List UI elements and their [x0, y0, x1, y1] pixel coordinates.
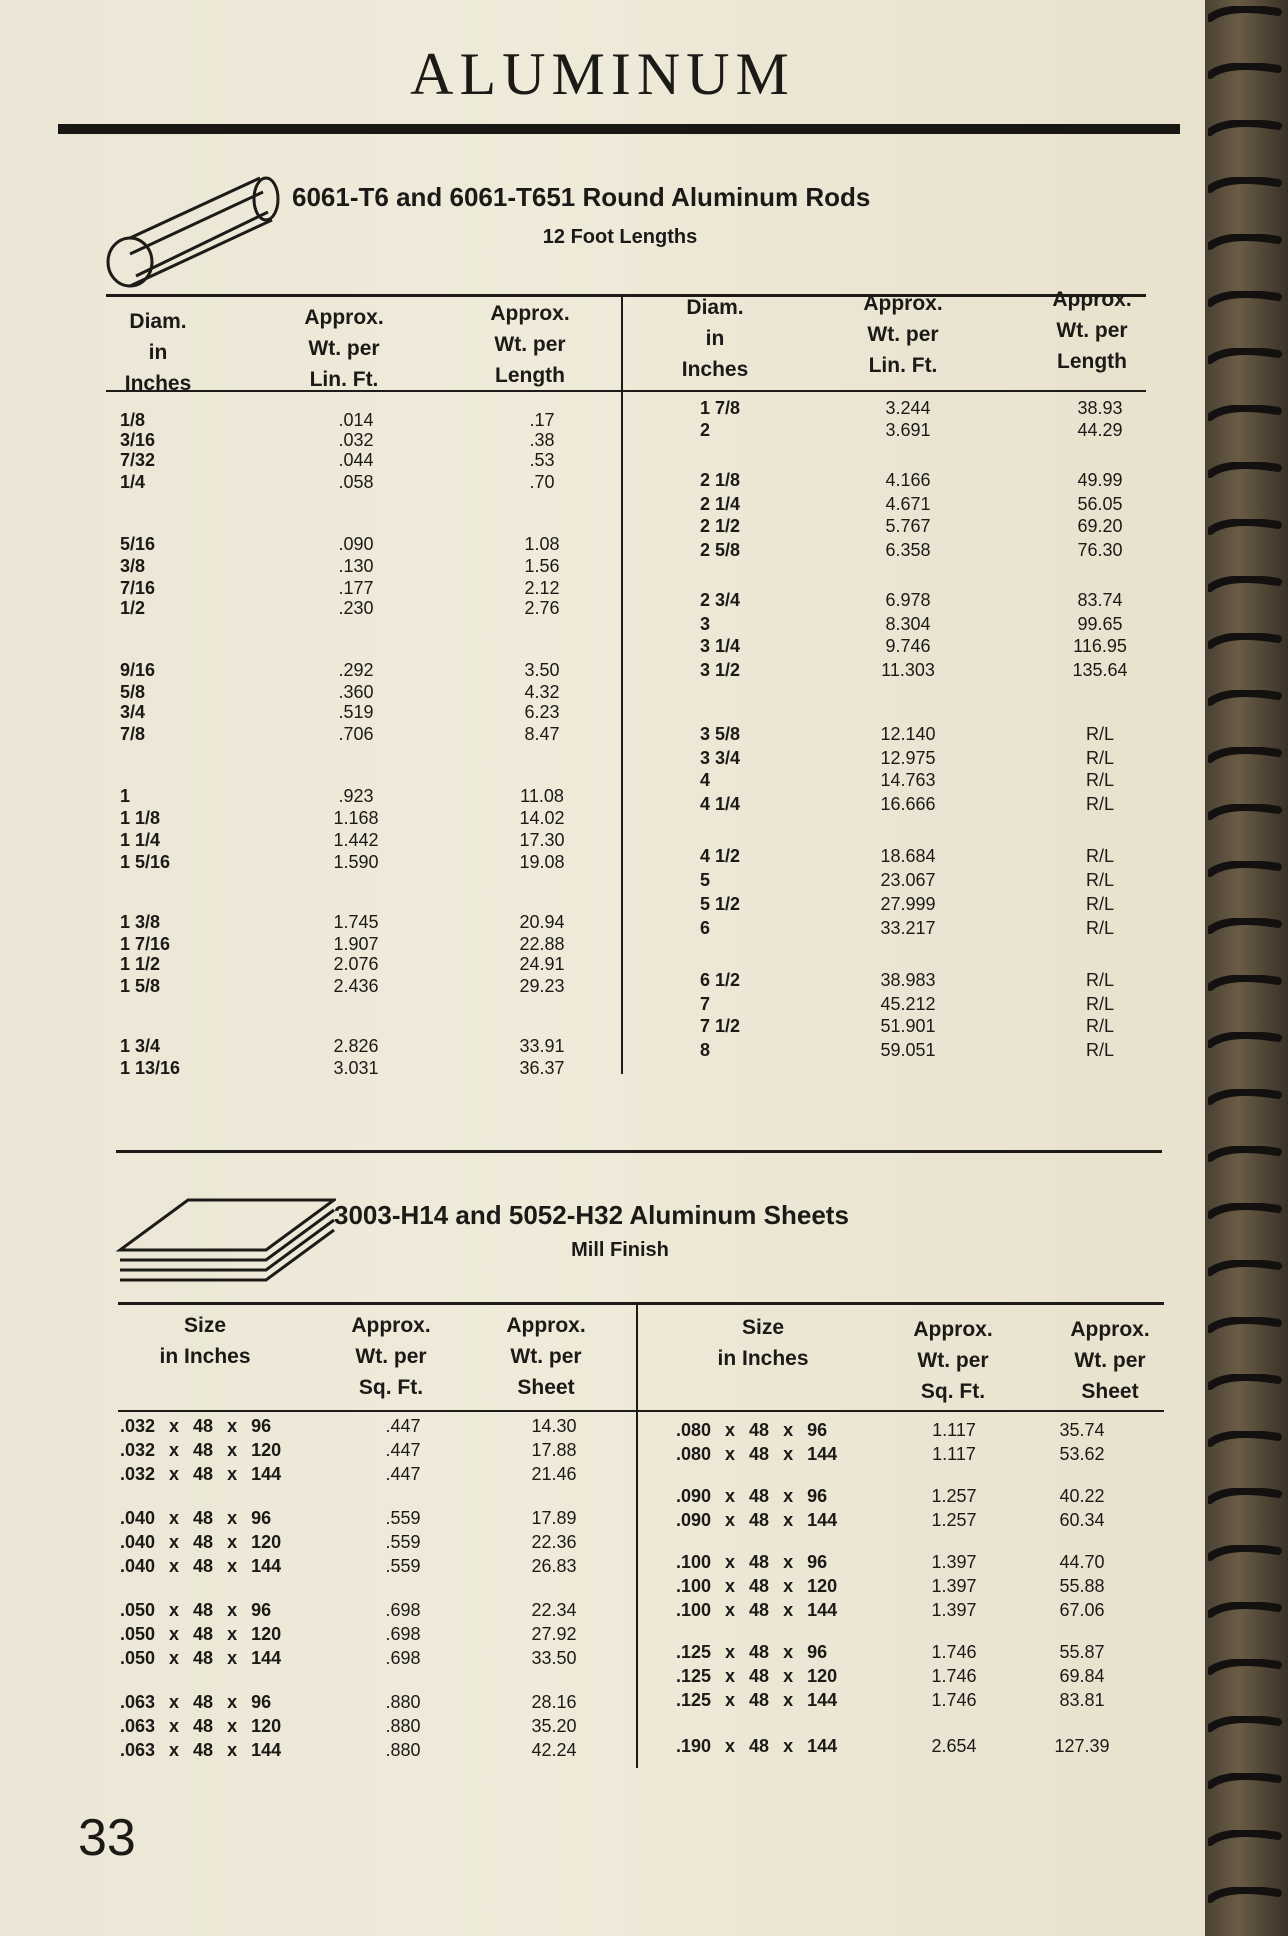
sheet-size-cell: .040 x 48 x 144	[120, 1556, 282, 1576]
header-line: Wt. per	[308, 337, 380, 360]
rod-diameter-cell: 7 1/2	[700, 1016, 741, 1036]
header-line: in	[148, 341, 168, 364]
rod-wt-per-ft-cell: 6.978	[885, 590, 931, 610]
rod-wt-per-length-cell: 14.02	[519, 808, 565, 828]
rod-wt-per-ft-cell: 4.166	[885, 470, 931, 490]
rod-diameter-cell: 3 3/4	[700, 748, 741, 768]
rod-diameter-cell: 3 5/8	[700, 724, 741, 744]
rod-diameter-cell: 7/32	[120, 450, 156, 470]
sheet-size-cell: .032 x 48 x 120	[120, 1440, 282, 1460]
rods-subtitle: 12 Foot Lengths	[542, 226, 698, 248]
page-number: 33	[78, 1809, 136, 1867]
sheets-header-sqft-left	[331, 1310, 451, 1403]
sheet-wt-per-sqft-cell: 1.397	[931, 1576, 977, 1596]
rods-header-diam-right	[665, 292, 765, 385]
header-line: Sq. Ft.	[920, 1380, 986, 1403]
header-line: Wt. per	[1074, 1349, 1146, 1372]
rod-wt-per-length-cell: .53	[529, 450, 555, 470]
rod-diameter-cell: 2 3/4	[700, 590, 741, 610]
rod-wt-per-ft-cell: 14.763	[880, 770, 936, 790]
rod-wt-per-ft-cell: .230	[338, 598, 374, 618]
rod-wt-per-length-cell: 24.91	[519, 954, 565, 974]
header-line: Length	[1057, 350, 1127, 373]
header-line: Lin. Ft.	[309, 368, 379, 391]
header-line: in Inches	[717, 1347, 809, 1370]
rod-diameter-cell: 2	[700, 420, 711, 440]
header-line: Approx.	[506, 1314, 586, 1337]
sheet-size-cell: .080 x 48 x 144	[676, 1444, 838, 1464]
rod-wt-per-length-cell: 116.95	[1073, 636, 1127, 656]
sheet-size-cell: .090 x 48 x 96	[676, 1486, 828, 1506]
rod-wt-per-length-cell: 83.74	[1077, 590, 1123, 610]
sheet-wt-per-sqft-cell: .447	[385, 1464, 421, 1484]
rod-wt-per-length-cell: R/L	[1085, 724, 1114, 744]
rod-diameter-cell: 1/2	[120, 598, 146, 618]
sheet-wt-per-sqft-cell: 1.117	[932, 1444, 976, 1464]
rod-wt-per-length-cell: 2.76	[524, 598, 560, 618]
rod-diameter-cell: 7/8	[120, 724, 146, 744]
rod-wt-per-length-cell: R/L	[1085, 994, 1114, 1014]
rod-wt-per-ft-cell: 23.067	[880, 870, 936, 890]
sheet-wt-per-sheet-cell: 17.89	[531, 1508, 577, 1528]
sheet-wt-per-sqft-cell: 1.257	[931, 1510, 977, 1530]
binding-coil-icon	[1208, 234, 1282, 250]
binding-coil-icon	[1208, 462, 1282, 478]
binding-coil-icon	[1208, 405, 1282, 421]
header-line: Wt. per	[510, 1345, 582, 1368]
sheet-wt-per-sheet-cell: 83.81	[1059, 1690, 1105, 1710]
rod-diameter-cell: 3/4	[120, 702, 146, 722]
rod-wt-per-length-cell: 76.30	[1077, 540, 1123, 560]
binding-coil-icon	[1208, 177, 1282, 193]
sheet-wt-per-sqft-cell: .447	[385, 1440, 421, 1460]
rod-wt-per-ft-cell: 45.212	[880, 994, 936, 1014]
header-line: Approx.	[1052, 288, 1132, 311]
rod-diameter-cell: 6	[700, 918, 711, 938]
rod-diameter-cell: 3 1/4	[700, 636, 741, 656]
rod-diameter-cell: 3	[700, 614, 711, 634]
rod-wt-per-length-cell: R/L	[1085, 970, 1114, 990]
rod-diameter-cell: 1 3/8	[120, 912, 161, 932]
rod-wt-per-length-cell: 20.94	[519, 912, 565, 932]
binding-coil-icon	[1208, 1545, 1282, 1561]
binding-coil-icon	[1208, 1146, 1282, 1162]
sheet-wt-per-sqft-cell: 1.397	[931, 1552, 977, 1572]
rod-wt-per-length-cell: 38.93	[1077, 398, 1123, 418]
sheet-size-cell: .100 x 48 x 96	[676, 1552, 828, 1572]
rod-diameter-cell: 7/16	[120, 578, 156, 598]
rod-wt-per-ft-cell: 11.303	[881, 660, 935, 680]
sheets-header-sheet-left	[486, 1310, 606, 1403]
sheet-wt-per-sheet-cell: 69.84	[1059, 1666, 1105, 1686]
header-line: Approx.	[490, 302, 570, 325]
sheet-wt-per-sqft-cell: .880	[385, 1692, 421, 1712]
rod-diameter-cell: 8	[700, 1040, 711, 1060]
header-line: in Inches	[159, 1345, 251, 1368]
rod-diameter-cell: 3/16	[120, 430, 156, 450]
header-line: Sheet	[517, 1376, 575, 1399]
rod-wt-per-length-cell: 2.12	[524, 578, 560, 598]
rod-diameter-cell: 1 7/16	[120, 934, 171, 954]
binding-coil-icon	[1208, 291, 1282, 307]
binding-coil-icon	[1208, 1089, 1282, 1105]
sheet-wt-per-sheet-cell: 55.88	[1059, 1576, 1105, 1596]
rod-wt-per-ft-cell: 1.168	[333, 808, 379, 828]
sheet-wt-per-sheet-cell: 35.20	[531, 1716, 577, 1736]
rod-wt-per-length-cell: 36.37	[519, 1058, 565, 1078]
header-line: Diam.	[686, 296, 744, 319]
sheet-wt-per-sheet-cell: 17.88	[531, 1440, 577, 1460]
sheet-size-cell: .040 x 48 x 96	[120, 1508, 272, 1528]
rod-wt-per-length-cell: 49.99	[1077, 470, 1123, 490]
rod-diameter-cell: 4	[700, 770, 711, 790]
header-line: Inches	[681, 358, 749, 381]
rod-diameter-cell: 6 1/2	[700, 970, 741, 990]
rods-title: 6061-T6 and 6061-T651 Round Aluminum Rods	[292, 182, 871, 212]
rod-wt-per-ft-cell: 4.671	[885, 494, 931, 514]
header-line: Wt. per	[355, 1345, 427, 1368]
rod-wt-per-ft-cell: .058	[338, 472, 374, 492]
binding-coil-icon	[1208, 348, 1282, 364]
rod-wt-per-ft-cell: 8.304	[885, 614, 931, 634]
header-line: Approx.	[351, 1314, 431, 1337]
binding-coil-icon	[1208, 1317, 1282, 1333]
rod-diameter-cell: 1 13/16	[120, 1058, 181, 1078]
rod-wt-per-ft-cell: 1.907	[333, 934, 379, 954]
sheet-wt-per-sheet-cell: 22.34	[531, 1600, 577, 1620]
rods-header-wtft-right	[843, 288, 963, 381]
sheets-header-sheet-right	[1050, 1314, 1170, 1407]
rod-wt-per-ft-cell: 3.691	[885, 420, 931, 440]
rod-diameter-cell: 3 1/2	[700, 660, 741, 680]
rod-wt-per-ft-cell: .014	[338, 410, 374, 430]
rod-diameter-cell: 1/4	[120, 472, 146, 492]
rod-wt-per-ft-cell: 2.826	[333, 1036, 379, 1056]
rod-diameter-cell: 1 3/4	[120, 1036, 161, 1056]
rod-wt-per-length-cell: 33.91	[519, 1036, 565, 1056]
binding-coil-icon	[1208, 1488, 1282, 1504]
rod-wt-per-length-cell: 22.88	[519, 934, 565, 954]
sheet-wt-per-sheet-cell: 44.70	[1059, 1552, 1105, 1572]
rod-diameter-cell: 2 1/4	[700, 494, 741, 514]
binding-coil-icon	[1208, 1830, 1282, 1846]
header-line: Approx.	[304, 306, 384, 329]
sheet-wt-per-sqft-cell: 1.746	[931, 1642, 977, 1662]
header-line: Wt. per	[494, 333, 566, 356]
rod-wt-per-length-cell: R/L	[1085, 1040, 1114, 1060]
sheet-size-cell: .125 x 48 x 144	[676, 1690, 838, 1710]
sheet-wt-per-sqft-cell: .698	[385, 1648, 421, 1668]
rod-wt-per-length-cell: 69.20	[1077, 516, 1123, 536]
rod-diameter-cell: 5 1/2	[700, 894, 741, 914]
sheet-wt-per-sheet-cell: 35.74	[1059, 1420, 1105, 1440]
rod-diameter-cell: 2 5/8	[700, 540, 741, 560]
sheet-wt-per-sqft-cell: 2.654	[931, 1736, 977, 1756]
rod-wt-per-ft-cell: 27.999	[880, 894, 936, 914]
rod-wt-per-length-cell: 135.64	[1072, 660, 1128, 680]
sheet-wt-per-sqft-cell: .559	[385, 1532, 421, 1552]
sheet-size-cell: .125 x 48 x 96	[676, 1642, 828, 1662]
sheet-wt-per-sheet-cell: 21.46	[531, 1464, 577, 1484]
rod-wt-per-length-cell: 29.23	[519, 976, 565, 996]
section-separator	[116, 1150, 1162, 1153]
sheet-wt-per-sqft-cell: 1.746	[931, 1666, 977, 1686]
rod-wt-per-ft-cell: .177	[338, 578, 374, 598]
rod-wt-per-length-cell: R/L	[1085, 870, 1114, 890]
rod-diameter-cell: 9/16	[120, 660, 156, 680]
rod-wt-per-length-cell: 6.23	[524, 702, 560, 722]
binding-coil-icon	[1208, 1887, 1282, 1903]
sheet-size-cell: .190 x 48 x 144	[676, 1736, 838, 1756]
sheet-size-cell: .063 x 48 x 120	[120, 1716, 282, 1736]
rod-wt-per-ft-cell: .360	[338, 682, 374, 702]
rod-wt-per-length-cell: 17.30	[519, 830, 565, 850]
sheets-table-top-rule	[118, 1302, 1164, 1305]
header-line: Sheet	[1081, 1380, 1139, 1403]
sheet-size-cell: .125 x 48 x 120	[676, 1666, 838, 1686]
sheet-wt-per-sqft-cell: 1.257	[931, 1486, 977, 1506]
header-line: in	[705, 327, 725, 350]
sheet-wt-per-sqft-cell: .698	[385, 1600, 421, 1620]
sheet-wt-per-sheet-cell: 28.16	[531, 1692, 577, 1712]
header-line: Approx.	[913, 1318, 993, 1341]
sheet-size-cell: .063 x 48 x 96	[120, 1692, 272, 1712]
page-title: ALUMINUM	[410, 41, 795, 107]
rod-wt-per-ft-cell: 2.076	[333, 954, 379, 974]
rod-diameter-cell: 5/16	[120, 534, 156, 554]
sheet-size-cell: .050 x 48 x 96	[120, 1600, 272, 1620]
rods-table-divider	[621, 294, 623, 1074]
rod-wt-per-ft-cell: 12.140	[880, 724, 936, 744]
rod-wt-per-ft-cell: .519	[338, 702, 374, 722]
sheet-size-cell: .100 x 48 x 120	[676, 1576, 838, 1596]
binding-coil-icon	[1208, 633, 1282, 649]
rod-wt-per-ft-cell: 5.767	[885, 516, 931, 536]
round-rod-icon	[100, 172, 285, 292]
rod-wt-per-ft-cell: 18.684	[880, 846, 936, 866]
rod-wt-per-ft-cell: 6.358	[885, 540, 931, 560]
sheet-wt-per-sqft-cell: .698	[385, 1624, 421, 1644]
sheet-wt-per-sqft-cell: 1.397	[931, 1600, 977, 1620]
sheet-size-cell: .063 x 48 x 144	[120, 1740, 282, 1760]
rod-wt-per-ft-cell: .923	[338, 786, 374, 806]
sheet-size-cell: .090 x 48 x 144	[676, 1510, 838, 1530]
sheet-size-cell: .080 x 48 x 96	[676, 1420, 828, 1440]
rod-wt-per-ft-cell: 38.983	[880, 970, 936, 990]
sheet-size-cell: .032 x 48 x 144	[120, 1464, 282, 1484]
rod-wt-per-length-cell: 4.32	[524, 682, 560, 702]
rod-wt-per-ft-cell: 2.436	[333, 976, 379, 996]
header-line: Approx.	[1070, 1318, 1150, 1341]
rod-wt-per-length-cell: 19.08	[519, 852, 565, 872]
rod-diameter-cell: 1/8	[120, 410, 146, 430]
binding-coil-icon	[1208, 519, 1282, 535]
rod-diameter-cell: 4 1/2	[700, 846, 741, 866]
rod-wt-per-length-cell: 8.47	[524, 724, 560, 744]
rod-diameter-cell: 4 1/4	[700, 794, 741, 814]
rod-wt-per-length-cell: 3.50	[524, 660, 560, 680]
sheet-size-cell: .040 x 48 x 120	[120, 1532, 282, 1552]
binding-coil-icon	[1208, 1374, 1282, 1390]
rod-wt-per-ft-cell: 33.217	[880, 918, 936, 938]
sheet-size-cell: .050 x 48 x 144	[120, 1648, 282, 1668]
rods-header-wtlen-right	[1032, 284, 1152, 377]
sheet-wt-per-sheet-cell: 53.62	[1059, 1444, 1105, 1464]
rod-diameter-cell: 1 5/16	[120, 852, 171, 872]
header-line: Inches	[124, 372, 192, 395]
binding-coil-icon	[1208, 576, 1282, 592]
sheet-wt-per-sqft-cell: 1.746	[931, 1690, 977, 1710]
sheets-header-size-right	[698, 1312, 828, 1374]
sheet-stack-icon	[116, 1178, 336, 1288]
rod-wt-per-ft-cell: 3.031	[333, 1058, 379, 1078]
rod-wt-per-length-cell: R/L	[1085, 794, 1114, 814]
binding-coil-icon	[1208, 1602, 1282, 1618]
binding-coil-icon	[1208, 6, 1282, 22]
rod-wt-per-length-cell: 44.29	[1077, 420, 1123, 440]
rod-wt-per-ft-cell: 9.746	[885, 636, 931, 656]
sheet-wt-per-sheet-cell: 27.92	[531, 1624, 577, 1644]
rod-wt-per-length-cell: 99.65	[1077, 614, 1123, 634]
rods-table-top-rule	[106, 294, 1146, 297]
binding-coil-icon	[1208, 1431, 1282, 1447]
sheet-wt-per-sheet-cell: 14.30	[531, 1416, 577, 1436]
binding-coil-icon	[1208, 1203, 1282, 1219]
sheet-wt-per-sheet-cell: 40.22	[1059, 1486, 1105, 1506]
sheet-size-cell: .050 x 48 x 120	[120, 1624, 282, 1644]
sheet-wt-per-sheet-cell: 33.50	[531, 1648, 577, 1668]
sheets-title: 3003-H14 and 5052-H32 Aluminum Sheets	[334, 1200, 849, 1230]
header-line: Size	[183, 1314, 227, 1337]
sheet-wt-per-sheet-cell: 60.34	[1059, 1510, 1105, 1530]
header-line: Wt. per	[917, 1349, 989, 1372]
rod-wt-per-length-cell: R/L	[1085, 918, 1114, 938]
binding-coil-icon	[1208, 861, 1282, 877]
rod-wt-per-ft-cell: 51.901	[880, 1016, 936, 1036]
rod-diameter-cell: 5/8	[120, 682, 146, 702]
header-line: Lin. Ft.	[868, 354, 938, 377]
rod-wt-per-length-cell: R/L	[1085, 770, 1114, 790]
rod-wt-per-ft-cell: 1.442	[333, 830, 379, 850]
binding-coil-icon	[1208, 1032, 1282, 1048]
rod-wt-per-ft-cell: .706	[338, 724, 374, 744]
rod-diameter-cell: 2 1/2	[700, 516, 741, 536]
binding-coil-icon	[1208, 1659, 1282, 1675]
sheet-wt-per-sheet-cell: 127.39	[1054, 1736, 1110, 1756]
rod-wt-per-ft-cell: .292	[338, 660, 374, 680]
rod-diameter-cell: 1 1/2	[120, 954, 161, 974]
rod-diameter-cell: 2 1/8	[700, 470, 741, 490]
rod-diameter-cell: 3/8	[120, 556, 146, 576]
header-line: Sq. Ft.	[358, 1376, 424, 1399]
rod-wt-per-length-cell: 56.05	[1077, 494, 1123, 514]
sheet-wt-per-sheet-cell: 67.06	[1059, 1600, 1105, 1620]
rod-wt-per-length-cell: .38	[529, 430, 555, 450]
rod-diameter-cell: 7	[700, 994, 711, 1014]
sheet-wt-per-sqft-cell: .880	[385, 1716, 421, 1736]
rod-wt-per-length-cell: .17	[529, 410, 555, 430]
header-line: Wt. per	[867, 323, 939, 346]
rods-header-wtlen-left	[470, 298, 590, 391]
rod-wt-per-ft-cell: .044	[338, 450, 374, 470]
header-line: Approx.	[863, 292, 943, 315]
rod-wt-per-length-cell: R/L	[1085, 748, 1114, 768]
rod-wt-per-length-cell: 11.08	[520, 786, 564, 806]
rod-wt-per-ft-cell: 3.244	[885, 398, 931, 418]
rod-diameter-cell: 1 5/8	[120, 976, 161, 996]
rod-diameter-cell: 1 1/4	[120, 830, 161, 850]
sheet-wt-per-sheet-cell: 42.24	[531, 1740, 577, 1760]
header-line: Diam.	[129, 310, 187, 333]
rod-diameter-cell: 1 7/8	[700, 398, 741, 418]
sheets-header-sqft-right	[893, 1314, 1013, 1407]
header-line: Size	[741, 1316, 785, 1339]
sheet-wt-per-sqft-cell: .880	[385, 1740, 421, 1760]
binding-coil-icon	[1208, 690, 1282, 706]
sheet-wt-per-sheet-cell: 26.83	[531, 1556, 577, 1576]
rod-wt-per-ft-cell: 1.590	[333, 852, 379, 872]
binding-coil-icon	[1208, 975, 1282, 991]
rod-wt-per-ft-cell: .032	[338, 430, 374, 450]
rod-wt-per-length-cell: R/L	[1085, 894, 1114, 914]
rod-diameter-cell: 5	[700, 870, 711, 890]
rod-diameter-cell: 1	[120, 786, 131, 806]
rod-wt-per-ft-cell: .130	[338, 556, 374, 576]
binding-coil-icon	[1208, 63, 1282, 79]
sheet-wt-per-sqft-cell: .559	[385, 1508, 421, 1528]
sheet-wt-per-sheet-cell: 22.36	[531, 1532, 577, 1552]
binding-coil-icon	[1208, 120, 1282, 136]
sheet-wt-per-sqft-cell: .559	[385, 1556, 421, 1576]
sheet-wt-per-sheet-cell: 55.87	[1059, 1642, 1105, 1662]
binding-coil-icon	[1208, 1716, 1282, 1732]
sheet-wt-per-sqft-cell: 1.117	[932, 1420, 976, 1440]
rod-diameter-cell: 1 1/8	[120, 808, 161, 828]
title-rule	[58, 124, 1180, 134]
sheet-wt-per-sqft-cell: .447	[385, 1416, 421, 1436]
rod-wt-per-length-cell: 1.56	[524, 556, 560, 576]
binding-coil-icon	[1208, 1260, 1282, 1276]
sheets-table-divider	[636, 1302, 638, 1768]
header-line: Wt. per	[1056, 319, 1128, 342]
sheets-subtitle: Mill Finish	[571, 1239, 669, 1261]
rod-wt-per-ft-cell: 16.666	[880, 794, 936, 814]
sheet-size-cell: .100 x 48 x 144	[676, 1600, 838, 1620]
sheet-size-cell: .032 x 48 x 96	[120, 1416, 272, 1436]
rods-header-bottom-rule	[106, 390, 1146, 392]
rod-wt-per-ft-cell: .090	[338, 534, 374, 554]
header-line: Length	[495, 364, 565, 387]
binding-coil-icon	[1208, 918, 1282, 934]
binding-coil-icon	[1208, 804, 1282, 820]
rods-header-wtft-left	[284, 302, 404, 395]
rod-wt-per-ft-cell: 12.975	[880, 748, 936, 768]
sheets-header-size-left	[140, 1310, 270, 1372]
rod-wt-per-ft-cell: 1.745	[333, 912, 379, 932]
binding-coil-icon	[1208, 1773, 1282, 1789]
rod-wt-per-length-cell: R/L	[1085, 1016, 1114, 1036]
sheets-header-bottom-rule	[118, 1410, 1164, 1412]
rod-wt-per-length-cell: .70	[529, 472, 555, 492]
rod-wt-per-ft-cell: 59.051	[880, 1040, 936, 1060]
binding-coil-icon	[1208, 747, 1282, 763]
rod-wt-per-length-cell: R/L	[1085, 846, 1114, 866]
rods-header-diam-left	[108, 306, 208, 399]
rod-wt-per-length-cell: 1.08	[524, 534, 560, 554]
